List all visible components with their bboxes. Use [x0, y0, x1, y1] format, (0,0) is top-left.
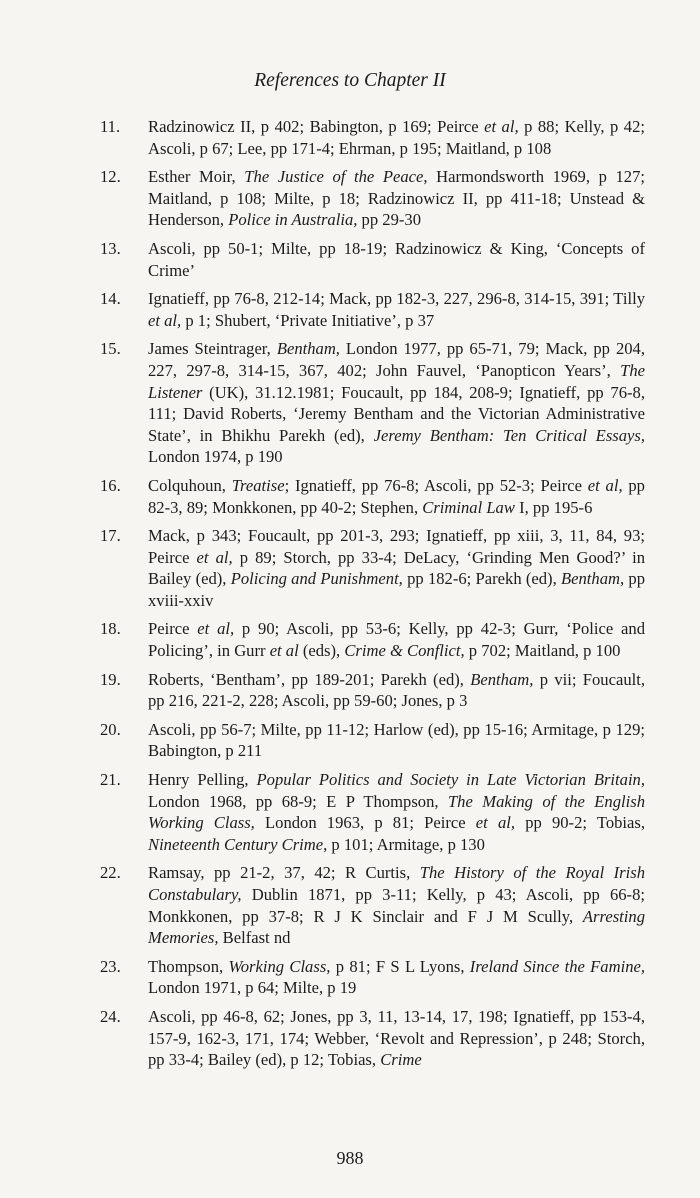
note-number: 15.	[100, 339, 121, 359]
page-number: 988	[336, 1148, 364, 1168]
reference-note	[100, 238, 645, 281]
reference-note	[100, 669, 645, 712]
reference-note	[100, 956, 645, 999]
note-number: 17.	[100, 526, 121, 546]
reference-note	[100, 862, 645, 948]
note-number: 13.	[100, 238, 121, 258]
note-number: 18.	[100, 619, 121, 639]
reference-note	[100, 338, 645, 468]
note-number: 23.	[100, 956, 121, 976]
note-number: 11.	[100, 117, 121, 136]
reference-note	[100, 719, 645, 762]
note-number: 24.	[100, 1006, 121, 1026]
running-head: References to Chapter II	[254, 70, 446, 91]
note-text: Mack, p 343; Foucault, pp 201-3, 293; Ignatieff, pp xiii, 3, 11, 84, 93; Peirce et al, p 89; Storch, pp 33-4; DeLacy, ‘Grinding Men Good?’ in Bailey (ed), Policing and Punishment, pp 182-6; Parekh (ed), Bentham, pp xviii-xxiv	[148, 526, 645, 610]
note-text: James Steintrager, Bentham, London 1977, pp 65-71, 79; Mack, pp 204, 227, 297-8, 314-15, 367, 402; John Fauvel, ‘Panopticon Years’, The Listener (UK), 31.12.1981; Foucault, pp 184, 208-9; Ignatieff, pp 76-8, 111; David Roberts, ‘Jeremy Bentham and the Victorian Administrative State’, in Bhikhu Parekh (ed), Jeremy Bentham: Ten Critical Essays, London 1974, p 190	[148, 339, 645, 467]
note-number: 16.	[100, 475, 121, 495]
note-number: 14.	[100, 289, 121, 309]
note-text: Colquhoun, Treatise; Ignatieff, pp 76-8; Ascoli, pp 52-3; Peirce et al, pp 82-3, 89; Monkkonen, pp 40-2; Stephen, Criminal Law I, pp 195-6	[148, 475, 645, 517]
reference-note	[100, 166, 645, 231]
reference-note	[100, 525, 645, 611]
reference-notes-list	[100, 116, 645, 1078]
note-number: 19.	[100, 669, 121, 689]
reference-note	[100, 116, 645, 159]
note-text: Henry Pelling, Popular Politics and Society in Late Victorian Britain, London 1968, pp 68-9; E P Thompson, The Making of the English Working Class, London 1963, p 81; Peirce et al, pp 90-2; Tobias, Nineteenth Century Crime, p 101; Armitage, p 130	[148, 770, 646, 854]
note-text: Roberts, ‘Bentham’, pp 189-201; Parekh (ed), Bentham, p vii; Foucault, pp 216, 221-2, 228; Ascoli, pp 59-60; Jones, p 3	[148, 669, 645, 711]
note-text: Thompson, Working Class, p 81; F S L Lyons, Ireland Since the Famine, London 1971, p 64; Milte, p 19	[148, 956, 645, 998]
note-number: 20.	[100, 719, 121, 739]
note-number: 22.	[100, 863, 121, 883]
note-text: Esther Moir, The Justice of the Peace, Harmondsworth 1969, p 127; Maitland, p 108; Milte, p 18; Radzinowicz II, pp 411-18; Unstead & Henderson, Police in Australia, pp 29-30	[148, 167, 645, 230]
reference-note	[100, 618, 645, 661]
note-text: Ramsay, pp 21-2, 37, 42; R Curtis, The History of the Royal Irish Constabulary, Dublin 1871, pp 3-11; Kelly, p 43; Ascoli, pp 66-8; Monkkonen, pp 37-8; R J K Sinclair and F J M Scully, Arresting Memories, Belfast nd	[148, 863, 645, 948]
reference-note	[100, 1006, 645, 1071]
note-text: Ignatieff, pp 76-8, 212-14; Mack, pp 182-3, 227, 296-8, 314-15, 391; Tilly et al, p 1; Shubert, ‘Private Initiative’, p 37	[148, 289, 645, 330]
note-text: Radzinowicz II, p 402; Babington, p 169; Peirce et al, p 88; Kelly, p 42; Ascoli, p 67; Lee, pp 171-4; Ehrman, p 195; Maitland, p 108	[148, 117, 645, 158]
note-number: 12.	[100, 167, 121, 187]
note-text: Peirce et al, p 90; Ascoli, pp 53-6; Kelly, pp 42-3; Gurr, ‘Police and Policing’, in Gurr et al (eds), Crime & Conflict, p 702; Maitland, p 100	[148, 619, 646, 661]
note-number: 21.	[100, 770, 121, 790]
note-text: Ascoli, pp 50-1; Milte, pp 18-19; Radzinowicz & King, ‘Concepts of Crime’	[148, 238, 645, 280]
reference-note	[100, 475, 645, 518]
reference-note	[100, 288, 645, 331]
note-text: Ascoli, pp 56-7; Milte, pp 11-12; Harlow (ed), pp 15-16; Armitage, p 129; Babington, p 211	[148, 719, 645, 761]
note-text: Ascoli, pp 46-8, 62; Jones, pp 3, 11, 13-14, 17, 198; Ignatieff, pp 153-4, 157-9, 162-3, 171, 174; Webber, ‘Revolt and Repression’, p 248; Storch, pp 33-4; Bailey (ed), p 12; Tobias, Crime	[148, 1006, 645, 1070]
reference-note	[100, 769, 645, 855]
